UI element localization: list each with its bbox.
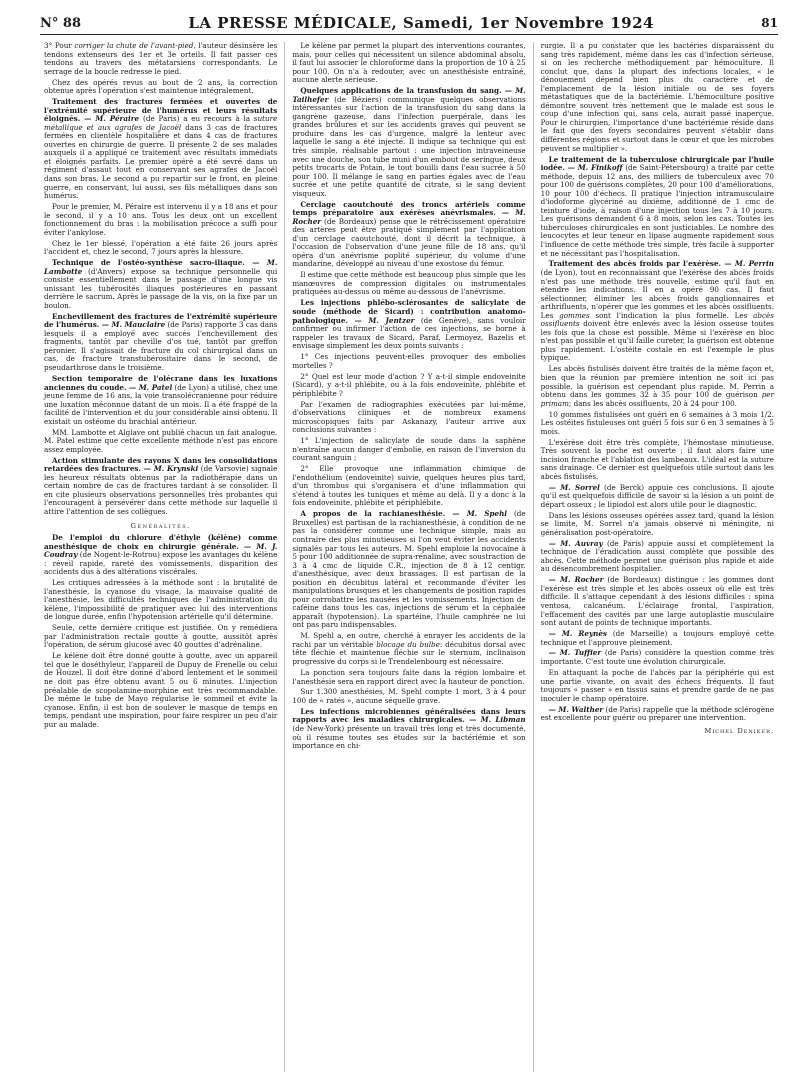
paragraph (541, 484, 774, 510)
author-name: M. Perrin (734, 259, 774, 269)
author-name: M. Spehl (466, 509, 508, 519)
text-run: 2° Quel est leur mode d'action ? Y a-t-il simple endoveinite (Sicard), y a-t-il phlébite, ou à la fois endoveinite, phlébite et périphlébite ? (292, 371, 526, 398)
text-run: 2° Elle provoque une inflammation chimique de l'endothélium (endoveinite) suivie, quelques heures plus tard, d'un thrombus qui s'organisera et d'une inflammation qui s'étend à toutes les tuniques et même au delà. Il y a donc à la fois endoveinite, phlébite et périphlébite. (292, 464, 526, 508)
text-run: La ponction sera toujours faite dans la région lombaire et l'anesthésie sera en rapport direct avec la hauteur de ponction. (292, 667, 526, 686)
paragraph-heading: Les injections phlébo-sclérosantes de salicylate de soude (méthode de Sicard) : contribution anatomo-pathologique. — (292, 298, 526, 325)
text-run: (de Paris) rapporte 3 cas dans lesquels il a employé avec succès l'enchevillement des fragments, tantôt par cheville d'os tué, tantôt par greffon péronier. Il s'agissait de fracture du col chirurgical dans un cas, de fracture transtubérositaire dans le second, de pseudarthrose dans le troisième. (44, 320, 278, 373)
text-run: Les critiques adressées à la méthode sont : la brutalité de l'anesthésie, la cyanose du visage, la mauvaise qualité de l'anesthésie, les difficultés techniques de l'administration du kélène, l'impossibilité de pratiquer avec lui des interventions de longue durée, enfin l'hypotension artérielle qu'il détermine. (44, 578, 278, 622)
paragraph (44, 624, 277, 650)
page-number: 81 (761, 16, 778, 30)
text-run: (de Nogent-le-Rotrou) expose les avantages du kélène : réveil rapide, rareté des vomissements, disparition des accidents dus à des altérations viscérales. (44, 550, 278, 577)
text-run: (de Berck) appuie ces conclusions. Il ajoute qu'il est quelquefois difficile de savoir si la lésion a un point de départ osseux ; le lipiodol est alors utile pour le diagnostic. (540, 482, 774, 509)
paragraph (44, 240, 277, 257)
text-run: dans 3 cas de fractures fermées en clientèle hospitalière et dans 4 cas de fractures ouvertes en chirurgie de guerre. Il présente 2 de ses malades auxquels il a appliqué ce traitement avec résultats immédiats et éloignés parfaits. Le premier opéré a été sevré dans un régiment d'assaut tout en conservant ses agrafes de Jacoël dans son bras. Le second a pu repartir sur le front, en pleine guerre, en conservant, lui aussi, ses fils métalliques dans son humérus. (44, 122, 278, 201)
paragraph (292, 510, 525, 630)
text-run: (de Bordeaux) pense que le rétrécissement opératoire des artères peut être pratiqué simplement par l'application d'un cerclage caoutchouté, dont il décrit la technique, à l'occasion de l'observation d'une jeune fille de 18 ans, qu'il opéra d'un anévrisme poplité supérieur, du volume d'une mandarine, développé au niveau d'une exostose du fémur. (292, 216, 526, 269)
text-run: (de Bruxelles) est partisan de la rachianesthésie, à condition de ne pas la considérer comme une technique simple, mais au contraire des plus minutieuses si l'on veut éviter les accidents signalés par tous les auteurs. M. Spehl emploie la novocaïne à 5 pour 100 additionnée de supra-rénaline, avec soustraction de 3 à 4 cmc de liquide C.R., injection de 8 à 12 centigr. d'anesthésique, avec deux brassages. Il est partisan de la position en décubitus latéral et recommande d'éviter les manipulations brusques et les changements de position rapides pour corrobattre les nausées et les vomissements. Injection de caféine dans tous les cas, injections de sérum et la céphalée apparaît (hypotension). La spartéine, l'huile camphrée ne lui ont pas paru indispensables. (292, 509, 526, 630)
author-name: — M. Reynès (548, 629, 607, 638)
text-run: MM. Lambotte et Alglave ont publié chacun un fait analogue. M. Patel estime que cette excellente méthode n'est pas encore assez employée. (44, 427, 278, 454)
paragraph (44, 375, 277, 426)
paragraph (541, 669, 774, 703)
text-run: Chez le 1er blessé, l'opération a été faite 26 jours après l'accident et, chez le second, 7 jours après la blessure. (44, 238, 278, 257)
paragraph (541, 411, 774, 437)
paragraph (541, 630, 774, 647)
paragraph (541, 512, 774, 538)
paragraph (292, 688, 525, 705)
paragraph (292, 437, 525, 463)
text-run: rurgie. Il a pu constater que les bactéries disparaissent du sang très rapidement, même dans les cas d'infection sérieuse, si on les recherche méthodiquement par hémoculture. Il conclut que, dans la plupart des infections locales, « le dénouement dépend bien plus du caractère et de l'emplacement de la lésion initiale ou de ses foyers métastatiques que de la bactériémie. L'hémoculture positive démontre souvent très nettement que le malade est sous le coup d'une infection qui, sans cela, aurait passé inaperçue. Pour le chirurgien, l'importance d'une bactériémie réside dans le fait que des foyers secondaires peuvent s'établir dans différentes régions et surtout dans le cœur et que les microbes peuvent se multiplier ». (540, 42, 774, 153)
author-name: M. Krynski (153, 464, 199, 474)
paragraph-heading: Section temporaire de l'olécrane dans les luxations anciennes du coude. — (44, 373, 278, 392)
paragraph-heading: Traitement des abcès froids par l'exérèse. — (548, 259, 735, 269)
paragraph (292, 271, 525, 297)
paragraph (292, 87, 525, 198)
text-run: Par l'examen de radiographies exécutées par lui-même, d'observations cliniques et de nombreux examens microscopiques faits par Askanazy, l'auteur arrive aux conclusions suivantes : (292, 399, 526, 435)
italic-text: suture métallique et aux agrafes de Jacoël (44, 114, 278, 132)
author-name: M. Finikoff (577, 163, 623, 173)
text-run: (de Bordeaux) distingue : les gommes dont l'exérèse est très simple et les abcès osseux où elle est très difficile. Il s'attaque cependant à des lésions difficiles : spina ventosa, calcanéum. L'éclairage frontal, l'aspiration, l'effacement des cavités par une large autoplastie musculaire sont autant de points de technique importants. (540, 575, 774, 628)
italic-text: corriger la chute de l'avant-pied (74, 42, 194, 50)
column-1 (40, 42, 281, 1072)
paragraph (292, 669, 525, 686)
text-run: L'exérèse doit être très complète, l'hémostase minutieuse. Très souvent la poche est ouverte ; il faut alors faire une incision franche et l'ablation des lambeaux. L'idéal est la suture sans drainage. Ce dernier est quelquefois utile surtout dans les abcès fistulisés. (540, 437, 774, 481)
text-run: , l'auteur désinsère les tendons extenseurs des 1er et 3e orteils. Il fait passer ces tendons au travers des métatarsiens correspondants. Le serrage de la boucle redresse le pied. (44, 42, 278, 76)
paragraph (292, 299, 525, 350)
text-run: doivent être enlevés avec la lésion osseuse toutes les fois que la chose est possible. Même si l'exérèse en bloc n'est pas possible et qu'il faille cureter, la guérison est obtenue plus rapidement. L'ostéite costale en est l'exemple le plus typique. (540, 319, 774, 363)
text-run: sont l'indication la plus formelle. Les (589, 310, 754, 320)
paragraph (44, 429, 277, 455)
paragraph (292, 201, 525, 269)
paragraph (44, 42, 277, 76)
text-run: (de Paris) appuie aussi et complètement la technique de l'éradication aussi complète que possible des abcès. Cette méthode permet une guérison plus rapide et aide au désencombrement hospitalier. (540, 538, 774, 574)
paragraph (541, 42, 774, 153)
text-run: 3° Pour (44, 42, 75, 50)
text-run: Il estime que cette méthode est beaucoup plus simple que les manœuvres de compression digitales ou instrumentales pratiquées au-dessus ou même au-dessous de l'anévrisme. (292, 270, 526, 297)
author-name: M. Libman (480, 715, 526, 725)
paragraph-heading: De l'emploi du chlorure d'éthyle (kélène) comme anesthésique de choix en chirurgie générale. — (44, 533, 278, 551)
author-name: M. Jentzer (368, 315, 415, 325)
issue-date: Samedi, 1er Novembre 1924 (402, 14, 654, 32)
text-run: (d'Anvers) expose sa technique personnelle qui consiste essentiellement dans le passage d'une longue vis unissant les tubérosités iliaques postérieures en passant derrière le sacrum. Après le passage de la vis, on la fixe par un boulon. (44, 266, 278, 310)
italic-text: gommes (559, 310, 590, 320)
paragraph-heading: Technique de l'ostéo-synthèse sacro-iliaque. — (52, 258, 267, 268)
author-name: — M. Sorrel (548, 482, 600, 492)
text-run: (de Lyon), tout en reconnaissant que l'exérèse des abcès froids n'est pas une méthode très nouvelle, estime qu'il faut en étendre les indications. Il en a opéré 90 cas. Il faut sélectionner, éliminer les abcès froids ganglionnaires et arthrifluents, n'opérer que les gommes et les abcès ossifluents. Les (540, 268, 774, 320)
text-run: Sur 1.300 anesthésies, M. Spehl compte 1 mort, 3 à 4 pour 100 de « ratés », aucune séquelle grave. (292, 687, 526, 705)
author-name: M. J. Coudray (44, 541, 278, 560)
journal-title (188, 14, 654, 32)
paragraph-heading: Action stimulante des rayons X dans les consolidations retardées des fractures. — (44, 455, 278, 474)
text-run: (de Saint-Pétersbourg) a traité par cette méthode, depuis 12 ans, des milliers de tuberculeux avec 70 pour 100 de guérisons complètes, 20 pour 100 d'améliorations, 10 pour 100 d'échecs. Il pratique l'injection intramusculaire d'iodoforme glycériné au dixième, additionné de 1 cmc de teinture d'iode, à raison d'une injection tous les 7 à 10 jours. Les guérisons demandent 6 à 8 mois, selon les cas. Toutes les tuberculoses chirurgicales en sont justiciables. Le nombre des leucocytes et leur teneur en lipase augmente rapidement sous l'influence de cette méthode très simple, très facile à supporter et ne nécessitant pas l'hospitalisation. (540, 163, 774, 258)
text-run: 1° L'injection de salicylate de soude dans la saphène n'entraîne aucun danger d'embolie, en raison de l'inversion du courant sanguin ; (292, 436, 526, 463)
paragraph (541, 576, 774, 627)
paragraph-heading: Cerclage caoutchouté des troncs artériels comme temps préparatoire aux exérèses anévrismales. — (292, 199, 526, 218)
journal-name: LA PRESSE MÉDICALE, (188, 14, 398, 32)
paragraph (44, 652, 277, 729)
paragraph (44, 79, 277, 96)
text-run: (de Paris) rappelle que la méthode sclérogène est excellente pour guérir ou préparer une intervention. (540, 704, 774, 723)
italic-text: abcès ossifluents (540, 310, 774, 329)
italic-text: blocage du bulbe (376, 639, 440, 649)
paragraph (541, 156, 774, 259)
paragraph-heading: Traitement des fractures fermées et ouvertes de l'extrémité supérieure de l'humérus et leurs résultats éloignés. — (44, 97, 278, 124)
text-run: Le kélène doit être donné goutte à goutte, avec un appareil tel que le doséthyleur, l'appareil de Dupuy de Frenelle ou celui de Houzel. Il doit être donné d'abord lentement et le sommeil ne doit pas être obtenu avant 5 ou 6 minutes. L'injection préalable de scopolamine-morphine est très recommandable. De même le tube de Mayo régularise le sommeil et évite la cyanose. Enfin, il est bon de soulever le masque de temps en temps, pendant une inspiration, pour faire respirer un peu d'air pur au malade. (44, 651, 278, 729)
column-3 (533, 42, 778, 1072)
text-run: (de Varsovie) signale les heureux résultats obtenus par la radiothérapie dans un certain nombre de cas de fractures tardant à se consolider. Il en cite plusieurs observations personnelles très probantes qui l'encouragent à persévérer dans cette méthode sur laquelle il attire l'attention de ses collègues. (44, 464, 278, 516)
article-columns (40, 42, 778, 1072)
column-2 (284, 42, 529, 1072)
text-run: : décubitus dorsal avec tête fléchie et maintenue fléchie sur le sternum, inclinaison progressive du corps si le Trendelenbourg est nécessaire. (292, 639, 526, 667)
text-run: 1° Ces injections peuvent-elles provoquer des embolies mortelles ? (292, 352, 526, 370)
author-name: M. Lambotte (44, 258, 278, 276)
text-run: Dans les lésions osseuses opérées assez tard, quand la lésion se limite, M. Sorrel n'a jamais observé ni méningite, ni généralisation post-opératoire. (540, 510, 774, 537)
paragraph-heading: A propos de la rachianesthésie. — (300, 509, 467, 519)
author-name: M. Péraire (95, 114, 140, 124)
paragraph (541, 365, 774, 408)
paragraph (44, 98, 277, 201)
section-heading: Généralités. (130, 521, 191, 530)
author-name: — M. Walther (548, 704, 604, 714)
paragraph (541, 260, 774, 363)
text-run: En attaquant la poche de l'abcès par la périphérie qui est une partie vivante, on avait des échecs fréquents. Il faut toujours « passer » en tissus sains et prendre garde de ne pas inoculer le champ opératoire. (540, 667, 774, 703)
text-run: 10 gommes fistulisées ont guéri en 6 semaines à 3 mois 1/2. Les ostéites fistuleuses ont guéri 5 fois sur 6 en 3 semaines à 5 mois. (540, 409, 774, 436)
author-name: M. Patel (138, 382, 173, 392)
page-header (40, 12, 778, 35)
paragraph (44, 534, 277, 577)
author-name: M. Mauclaire (111, 320, 166, 330)
paragraph (292, 373, 525, 399)
paragraph (44, 203, 277, 237)
author-name: — M. Tuffier (548, 648, 602, 658)
text-run: (de Genève), sans vouloir confirmer ou infirmer l'action de ces injections, se borne à rappeler les travaux de Sicard, Paraf, Lermoyez, Bazelis et envisage simplement les deux points suivants : (292, 315, 526, 351)
paragraph (292, 708, 525, 751)
paragraph (541, 439, 774, 482)
text-run: ; dans les abcès ossifluents, 20 à 24 pour 100. (568, 398, 737, 408)
author-signature: Michel Deniker. (704, 726, 774, 735)
paragraph (44, 579, 277, 622)
paragraph-heading: Les infections microbiennes généralisées dans leurs rapports avec les maladies chirurgicales. — (292, 706, 526, 725)
text-run: Seule, cette dernière critique est justifiée. On y remédiera par l'administration rectale goutte à goutte, aussitôt après l'opération, de sérum glucosé avec 40 gouttes d'adrénaline. (44, 623, 278, 650)
text-run: Les abcès fistulisés doivent être traités de la même façon et, bien que la réunion par première intention ne soit ici pas possible, la guérison est cependant plus rapide. M. Perrin a obtenu dans les gommes 32 à 35 pour 100 de guérison (540, 364, 774, 400)
text-run: (de Lyon) a utilisé, chez une jeune femme de 16 ans, la voie transolécranienne pour réduire une luxation méconnue datant de un mois. Il a été frappé de la facilité de l'intervention et du jour considérable ainsi obtenu. Il existait un ostéome du brachial antérieur. (44, 382, 278, 426)
text-run: Pour le premier, M. Péraire est intervenu il y a 18 ans et pour le second, il y a 10 ans. Tous les deux ont un excellent fonctionnement du bras : la mobilisation précoce a suffi pour éviter l'ankylose. (44, 202, 278, 237)
paragraph (44, 457, 277, 517)
paragraph (541, 706, 774, 723)
author-name: M. Rocher (292, 208, 526, 226)
paragraph (292, 401, 525, 435)
author-name: — M. Auvray (548, 538, 603, 548)
paragraph-heading: Enchevillement des fractures de l'extrémité supérieure de l'humérus. — (44, 311, 278, 330)
paragraph (541, 540, 774, 574)
author-name: — M. Rocher (548, 575, 604, 585)
paragraph (44, 313, 277, 373)
text-run: Le kélène par permet la plupart des interventions courantes, mais, pour celles qui nécessitent un silence abdominal absolu, il faut lui associer le chloroforme dans la proportion de 10 à 25 pour 100. On n'a à redouter, avec un anesthésiste entraîné, aucune alerte sérieuse. (292, 42, 526, 85)
paragraph (292, 353, 525, 370)
italic-text: per primam (540, 390, 774, 408)
paragraph (541, 649, 774, 666)
text-run: (de Marseille) a toujours employé cette technique et l'approuve pleinement. (540, 629, 774, 647)
issue-number: N° 88 (40, 15, 81, 31)
text-run: M. Spehl a, en outre, cherché à enrayer les accidents de la rachi par un véritable (292, 631, 526, 649)
text-run: (de Paris) a eu recours à la (143, 114, 254, 124)
paragraph (292, 42, 525, 85)
paragraph-heading: Le traitement de la tuberculose chirurgicale par l'huile iodée. — (540, 154, 774, 173)
author-name: M. Tailhefer (292, 86, 526, 104)
paragraph (44, 259, 277, 310)
text-run: (de Béziers) communique quelques observations intéressantes sur l'action de la transfusion du sang dans la gangrène gazeuse, dans l'infection puerpérale, dans les grandes brûlures et sur les accidents graves qui peuvent se produire dans les cas d'urgence, malgré la lenteur avec laquelle le sang a été injecté. Il indique sa technique qui est très simple, réalisable partout : une injection intraveineuse avec une douche, son tube muni d'un embout de seringue, deux petits trocarts de Potain, le tout bouilli dans l'eau sucrée à 50 pour 100. Il mélange le sang en parties égales avec de l'eau sucrée et une petite quantité de citrate, si le sang devient visqueux. (292, 94, 526, 198)
text-run: Chez des opérés revus au bout de 2 ans, la correction obtenue après l'opération s'est maintenue intégralement. (44, 77, 278, 96)
paragraph (292, 465, 525, 508)
paragraph (292, 632, 525, 666)
paragraph-heading: Quelques applications de la transfusion du sang. — (300, 86, 516, 96)
text-run: (de New-York) présente un travail très long et très documenté, où il résume toutes ses études sur la bactériémie et son importance en chi- (292, 724, 526, 751)
text-run: (de Paris) considère la question comme très importante. C'est toute une évolution chirurgicale. (540, 648, 774, 667)
